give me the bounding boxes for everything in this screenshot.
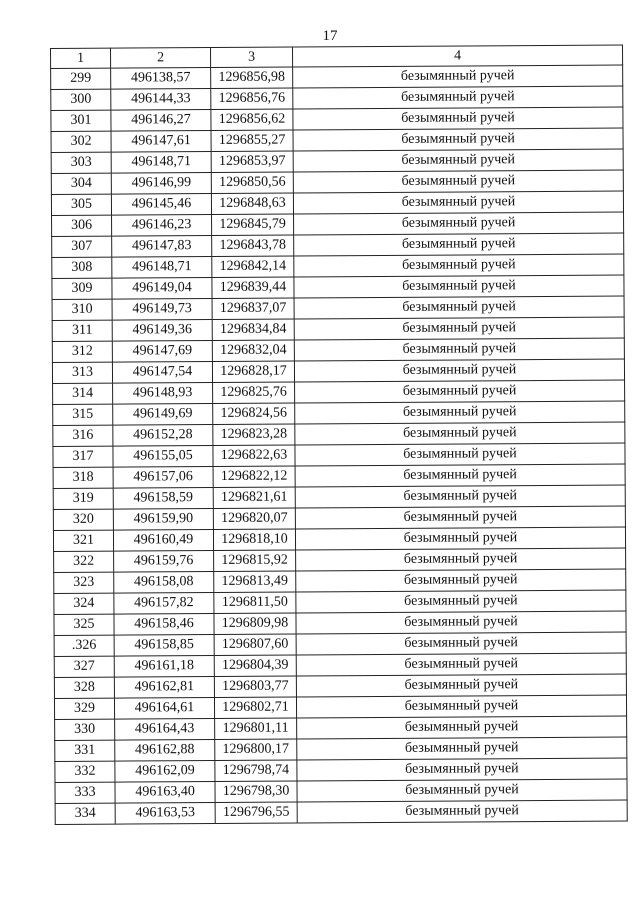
cell-x-coordinate: 496149,69 xyxy=(113,404,213,426)
cell-description: безымянный ручей xyxy=(296,569,626,592)
cell-y-coordinate: 1296820,07 xyxy=(213,508,295,530)
cell-y-coordinate: 1296798,30 xyxy=(215,781,297,803)
cell-x-coordinate: 496161,18 xyxy=(114,656,214,678)
cell-point-number: 305 xyxy=(51,194,111,215)
column-header-x: 2 xyxy=(111,48,211,69)
cell-point-number: 328 xyxy=(54,677,114,698)
cell-x-coordinate: 496147,83 xyxy=(112,236,212,258)
cell-y-coordinate: 1296821,61 xyxy=(213,487,295,509)
cell-point-number: 333 xyxy=(55,782,115,803)
cell-y-coordinate: 1296848,63 xyxy=(211,193,293,215)
cell-y-coordinate: 1296822,63 xyxy=(213,445,295,467)
cell-description: безымянный ручей xyxy=(297,737,627,760)
cell-point-number: 329 xyxy=(54,698,114,719)
cell-description: безымянный ручей xyxy=(293,86,623,109)
cell-point-number: 332 xyxy=(55,761,115,782)
cell-point-number: 306 xyxy=(52,215,112,236)
cell-y-coordinate: 1296824,56 xyxy=(213,403,295,425)
cell-point-number: 327 xyxy=(54,656,114,677)
cell-x-coordinate: 496164,43 xyxy=(115,719,215,741)
cell-point-number: 300 xyxy=(51,89,111,110)
cell-point-number: .326 xyxy=(54,635,114,656)
cell-x-coordinate: 496147,69 xyxy=(112,341,212,363)
cell-point-number: 314 xyxy=(53,383,113,404)
cell-y-coordinate: 1296813,49 xyxy=(214,571,296,593)
coordinates-table xyxy=(50,44,628,824)
cell-x-coordinate: 496164,61 xyxy=(114,698,214,720)
cell-description: безымянный ручей xyxy=(295,401,625,424)
page-number: 17 xyxy=(322,28,338,44)
cell-x-coordinate: 496162,81 xyxy=(114,677,214,699)
cell-description: безымянный ручей xyxy=(294,317,624,340)
cell-description: безымянный ручей xyxy=(295,506,625,529)
cell-description: безымянный ручей xyxy=(295,422,625,445)
cell-description: безымянный ручей xyxy=(297,779,627,802)
cell-x-coordinate: 496147,54 xyxy=(112,362,212,384)
cell-x-coordinate: 496162,88 xyxy=(115,740,215,762)
cell-description: безымянный ручей xyxy=(293,65,623,88)
cell-x-coordinate: 496145,46 xyxy=(111,194,211,216)
cell-point-number: 323 xyxy=(54,572,114,593)
cell-description: безымянный ручей xyxy=(293,170,623,193)
cell-description: безымянный ручей xyxy=(294,338,624,361)
cell-x-coordinate: 496147,61 xyxy=(111,131,211,153)
cell-description: безымянный ручей xyxy=(294,212,624,235)
cell-description: безымянный ручей xyxy=(294,233,624,256)
cell-description: безымянный ручей xyxy=(295,380,625,403)
cell-point-number: 302 xyxy=(51,131,111,152)
cell-x-coordinate: 496144,33 xyxy=(111,89,211,111)
cell-x-coordinate: 496146,27 xyxy=(111,110,211,132)
cell-y-coordinate: 1296855,27 xyxy=(211,130,293,152)
cell-description: безымянный ручей xyxy=(293,191,623,214)
cell-x-coordinate: 496155,05 xyxy=(113,446,213,468)
cell-description: безымянный ручей xyxy=(294,296,624,319)
cell-y-coordinate: 1296837,07 xyxy=(212,298,294,320)
cell-y-coordinate: 1296828,17 xyxy=(212,361,294,383)
cell-description: безымянный ручей xyxy=(294,275,624,298)
cell-y-coordinate: 1296811,50 xyxy=(214,592,296,614)
cell-x-coordinate: 496158,08 xyxy=(114,572,214,594)
table-body xyxy=(51,65,628,824)
cell-description: безымянный ручей xyxy=(296,695,626,718)
cell-description: безымянный ручей xyxy=(297,716,627,739)
cell-description: безымянный ручей xyxy=(295,464,625,487)
cell-point-number: 318 xyxy=(53,467,113,488)
cell-x-coordinate: 496159,76 xyxy=(114,551,214,573)
cell-x-coordinate: 496157,82 xyxy=(114,593,214,615)
cell-point-number: 304 xyxy=(51,173,111,194)
cell-point-number: 307 xyxy=(52,236,112,257)
cell-y-coordinate: 1296843,78 xyxy=(212,235,294,257)
cell-y-coordinate: 1296822,12 xyxy=(213,466,295,488)
cell-y-coordinate: 1296856,62 xyxy=(211,109,293,131)
cell-y-coordinate: 1296845,79 xyxy=(212,214,294,236)
cell-point-number: 319 xyxy=(53,488,113,509)
cell-description: безымянный ручей xyxy=(296,548,626,571)
cell-point-number: 325 xyxy=(54,614,114,635)
cell-y-coordinate: 1296856,98 xyxy=(211,67,293,89)
table-row xyxy=(55,800,627,824)
cell-x-coordinate: 496149,04 xyxy=(112,278,212,300)
cell-description: безымянный ручей xyxy=(296,590,626,613)
cell-description: безымянный ручей xyxy=(294,359,624,382)
column-header-y: 3 xyxy=(211,47,293,68)
cell-y-coordinate: 1296856,76 xyxy=(211,88,293,110)
cell-point-number: 317 xyxy=(53,446,113,467)
cell-point-number: 324 xyxy=(54,593,114,614)
cell-description: безымянный ручей xyxy=(296,674,626,697)
cell-point-number: 315 xyxy=(53,404,113,425)
cell-description: безымянный ручей xyxy=(293,107,623,130)
cell-description: безымянный ручей xyxy=(296,611,626,634)
cell-y-coordinate: 1296796,55 xyxy=(215,802,297,824)
cell-point-number: 308 xyxy=(52,257,112,278)
cell-y-coordinate: 1296815,92 xyxy=(214,550,296,572)
cell-description: безымянный ручей xyxy=(293,149,623,172)
cell-description: безымянный ручей xyxy=(295,485,625,508)
cell-point-number: 322 xyxy=(54,551,114,572)
cell-y-coordinate: 1296850,56 xyxy=(211,172,293,194)
cell-description: безымянный ручей xyxy=(296,653,626,676)
cell-x-coordinate: 496138,57 xyxy=(111,68,211,90)
cell-y-coordinate: 1296802,71 xyxy=(214,697,296,719)
cell-y-coordinate: 1296804,39 xyxy=(214,655,296,677)
cell-point-number: 331 xyxy=(55,740,115,761)
cell-point-number: 309 xyxy=(52,278,112,299)
cell-x-coordinate: 496148,71 xyxy=(112,257,212,279)
cell-point-number: 330 xyxy=(55,719,115,740)
cell-x-coordinate: 496149,36 xyxy=(112,320,212,342)
cell-point-number: 321 xyxy=(53,530,113,551)
cell-x-coordinate: 496158,59 xyxy=(113,488,213,510)
cell-x-coordinate: 496157,06 xyxy=(113,467,213,489)
cell-x-coordinate: 496148,71 xyxy=(111,152,211,174)
cell-y-coordinate: 1296809,98 xyxy=(214,613,296,635)
cell-description: безымянный ручей xyxy=(297,800,627,823)
cell-point-number: 316 xyxy=(53,425,113,446)
cell-point-number: 312 xyxy=(52,341,112,362)
column-header-point-number: 1 xyxy=(51,48,111,68)
cell-y-coordinate: 1296823,28 xyxy=(213,424,295,446)
cell-point-number: 310 xyxy=(52,299,112,320)
cell-x-coordinate: 496163,40 xyxy=(115,782,215,804)
cell-point-number: 301 xyxy=(51,110,111,131)
cell-x-coordinate: 496148,93 xyxy=(113,383,213,405)
column-header-description: 4 xyxy=(292,45,622,67)
cell-point-number: 311 xyxy=(52,320,112,341)
cell-x-coordinate: 496158,85 xyxy=(114,635,214,657)
cell-description: безымянный ручей xyxy=(294,254,624,277)
cell-y-coordinate: 1296803,77 xyxy=(214,676,296,698)
cell-x-coordinate: 496163,53 xyxy=(115,803,215,825)
cell-x-coordinate: 496159,90 xyxy=(113,509,213,531)
cell-description: безымянный ручей xyxy=(295,527,625,550)
cell-y-coordinate: 1296800,17 xyxy=(215,739,297,761)
cell-point-number: 334 xyxy=(55,803,115,824)
cell-x-coordinate: 496158,46 xyxy=(114,614,214,636)
cell-x-coordinate: 496162,09 xyxy=(115,761,215,783)
cell-y-coordinate: 1296818,10 xyxy=(213,529,295,551)
cell-description: безымянный ручей xyxy=(297,758,627,781)
cell-x-coordinate: 496160,49 xyxy=(113,530,213,552)
cell-x-coordinate: 496146,23 xyxy=(112,215,212,237)
cell-y-coordinate: 1296807,60 xyxy=(214,634,296,656)
cell-point-number: 320 xyxy=(53,509,113,530)
cell-description: безымянный ручей xyxy=(293,128,623,151)
cell-y-coordinate: 1296839,44 xyxy=(212,277,294,299)
cell-y-coordinate: 1296853,97 xyxy=(211,151,293,173)
cell-y-coordinate: 1296798,74 xyxy=(215,760,297,782)
cell-point-number: 303 xyxy=(51,152,111,173)
cell-y-coordinate: 1296801,11 xyxy=(215,718,297,740)
cell-x-coordinate: 496152,28 xyxy=(113,425,213,447)
cell-y-coordinate: 1296832,04 xyxy=(212,340,294,362)
cell-x-coordinate: 496149,73 xyxy=(112,299,212,321)
cell-x-coordinate: 496146,99 xyxy=(111,173,211,195)
cell-description: безымянный ручей xyxy=(296,632,626,655)
cell-description: безымянный ручей xyxy=(295,443,625,466)
cell-y-coordinate: 1296842,14 xyxy=(212,256,294,278)
cell-y-coordinate: 1296834,84 xyxy=(212,319,294,341)
cell-y-coordinate: 1296825,76 xyxy=(213,382,295,404)
cell-point-number: 313 xyxy=(52,362,112,383)
cell-point-number: 299 xyxy=(51,68,111,89)
